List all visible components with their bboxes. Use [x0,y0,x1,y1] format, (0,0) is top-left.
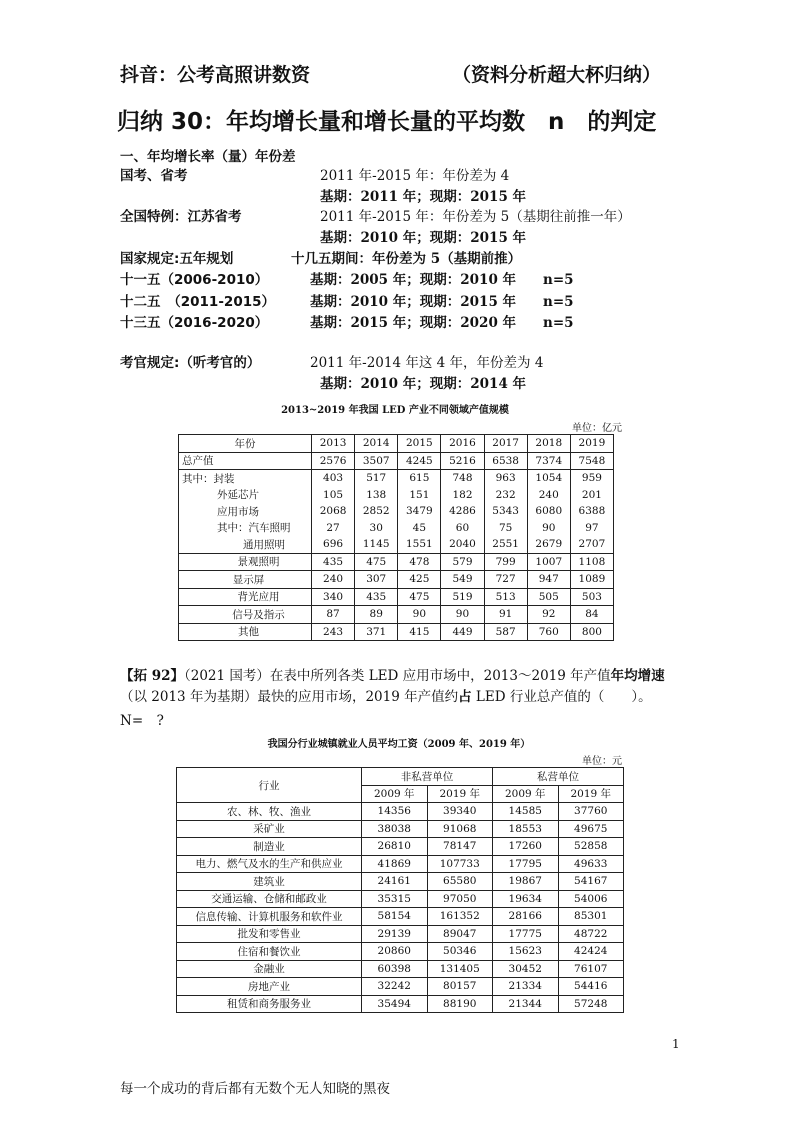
header-cell: 2019 年 [427,785,493,803]
cell: 517 [355,470,398,487]
row-label: 全国特例：江苏省考 [120,209,242,225]
cell: 107733 [427,855,493,873]
cell: 1551 [398,536,441,553]
header-cell: 2009 年 [362,785,428,803]
header-cell: 非私营单位 [362,768,493,786]
row-label: 十二五 （2011-2015） [120,294,275,310]
row-label-cell: 租赁和商务服务业 [177,995,362,1013]
cell: 35494 [362,995,428,1013]
table-row [179,553,614,571]
cell: 1145 [355,536,398,553]
cell: 760 [527,623,570,641]
cell: 49675 [558,820,624,838]
led-output-table [178,434,614,641]
page-title: 归纳 30：年均增长量和增长量的平均数 n 的判定 [117,109,657,135]
cell: 92 [527,606,570,624]
header-cell: 2013 [312,435,355,453]
table-row [179,503,614,520]
cell: 435 [355,588,398,606]
row-label: 十三五（2016-2020） [120,315,269,331]
cell: 85301 [558,908,624,926]
cell: 19867 [493,873,559,891]
cell: 1054 [527,470,570,487]
cell: 21344 [493,995,559,1013]
cell: 615 [398,470,441,487]
row-text: 2011 年-2014 年这 4 年，年份差为 4 [310,355,544,371]
cell: 7374 [527,452,570,470]
cell: 505 [527,588,570,606]
cell: 14585 [493,803,559,821]
row-label-cell: 其中：封装 [179,470,312,487]
header-cell: 2018 [527,435,570,453]
cell: 54006 [558,890,624,908]
n-line: N= ? [120,713,164,729]
row-text: 基期：2010 年；现期：2015 年 [320,230,527,246]
cell: 90 [398,606,441,624]
row-label-cell: 外延芯片 [179,487,312,504]
row-label-cell: 应用市场 [179,503,312,520]
cell: 89047 [427,925,493,943]
row-label-cell: 总产值 [179,452,312,470]
cell: 60398 [362,960,428,978]
row-text: 十几五期间：年份差为 5（基期前推） [291,251,522,267]
cell: 503 [570,588,613,606]
cell: 38038 [362,820,428,838]
table-row [179,536,614,553]
question-paragraph [120,666,680,708]
row-text: 2011 年-2015 年：年份差为 4 [320,168,510,184]
cell: 959 [570,470,613,487]
row-label-cell: 电力、燃气及水的生产和供应业 [177,855,362,873]
cell: 201 [570,487,613,504]
table2-unit: 单位：元 [582,756,622,767]
row-text: 基期：2005 年；现期：2010 年 n=5 [310,272,574,288]
cell: 182 [441,487,484,504]
table-row [179,606,614,624]
cell: 161352 [427,908,493,926]
header-cell: 2016 [441,435,484,453]
cell: 90 [527,520,570,537]
cell: 3507 [355,452,398,470]
row-label-cell: 金融业 [177,960,362,978]
row-label-cell: 其他 [179,623,312,641]
cell: 513 [484,588,527,606]
row-label: 考官规定:（听考官的） [120,355,261,371]
cell: 97050 [427,890,493,908]
cell: 151 [398,487,441,504]
cell: 26810 [362,838,428,856]
header-right: （资料分析超大杯归纳） [452,64,662,86]
row-label: 国家规定:五年规划 [120,251,234,267]
cell: 2852 [355,503,398,520]
cell: 1089 [570,571,613,589]
cell: 89 [355,606,398,624]
cell: 21334 [493,978,559,996]
table-row [177,925,624,943]
cell: 97 [570,520,613,537]
cell: 49633 [558,855,624,873]
table-row [179,470,614,487]
cell: 39340 [427,803,493,821]
header-cell: 2019 年 [558,785,624,803]
cell: 87 [312,606,355,624]
cell: 696 [312,536,355,553]
row-label-cell: 制造业 [177,838,362,856]
cell: 2679 [527,536,570,553]
cell: 30452 [493,960,559,978]
row-text: 基期：2010 年；现期：2014 年 [320,376,527,392]
row-label-cell: 交通运输、仓储和邮政业 [177,890,362,908]
cell: 48722 [558,925,624,943]
table-row [179,520,614,537]
cell: 54167 [558,873,624,891]
cell: 748 [441,470,484,487]
row-label-cell: 信息传输、计算机服务和软件业 [177,908,362,926]
cell: 243 [312,623,355,641]
question-emphasis: 占 [458,689,472,705]
cell: 549 [441,571,484,589]
cell: 5216 [441,452,484,470]
row-text: 2011 年-2015 年：年份差为 5（基期往前推一年） [320,209,631,225]
row-label-cell: 显示屏 [179,571,312,589]
question-text: （2021 国考）在表中所列各类 LED 应用市场中，2013～2019 年产值 [184,668,611,684]
cell: 6538 [484,452,527,470]
row-label-cell: 批发和零售业 [177,925,362,943]
cell: 4286 [441,503,484,520]
cell: 3479 [398,503,441,520]
table1-caption: 2013~2019 年我国 LED 产业不同领域产值规模 [281,405,509,416]
row-label-cell: 房地产业 [177,978,362,996]
cell: 947 [527,571,570,589]
cell: 91068 [427,820,493,838]
cell: 2551 [484,536,527,553]
cell: 415 [398,623,441,641]
cell: 28166 [493,908,559,926]
cell: 4245 [398,452,441,470]
header-cell: 私营单位 [493,768,624,786]
cell: 475 [355,553,398,571]
question-label: 【拓 92】 [120,668,184,684]
header-cell: 2019 [570,435,613,453]
row-label: 十一五（2006-2010） [120,272,269,288]
cell: 37760 [558,803,624,821]
cell: 52858 [558,838,624,856]
table2-caption: 我国分行业城镇就业人员平均工资（2009 年、2019 年） [267,739,531,750]
row-label-cell: 信号及指示 [179,606,312,624]
cell: 240 [527,487,570,504]
header-cell: 2014 [355,435,398,453]
row-label-cell: 其中：汽车照明 [179,520,312,537]
cell: 42424 [558,943,624,961]
row-label-cell: 农、林、牧、渔业 [177,803,362,821]
table-row [177,820,624,838]
cell: 30 [355,520,398,537]
footer-motto: 每一个成功的背后都有无数个无人知晓的黑夜 [120,1081,390,1097]
row-label-cell: 建筑业 [177,873,362,891]
question-text: LED 行业总产值的（ ）。 [471,689,652,705]
header-cell: 2015 [398,435,441,453]
table-row [179,487,614,504]
header-left: 抖音：公考高照讲数资 [120,64,311,86]
cell: 800 [570,623,613,641]
cell: 45 [398,520,441,537]
cell: 20860 [362,943,428,961]
cell: 57248 [558,995,624,1013]
cell: 138 [355,487,398,504]
cell: 131405 [427,960,493,978]
cell: 240 [312,571,355,589]
table-row [177,995,624,1013]
cell: 425 [398,571,441,589]
table-row [177,890,624,908]
cell: 17795 [493,855,559,873]
wage-table [176,767,624,1013]
cell: 80157 [427,978,493,996]
cell: 1108 [570,553,613,571]
cell: 76107 [558,960,624,978]
cell: 519 [441,588,484,606]
cell: 963 [484,470,527,487]
cell: 88190 [427,995,493,1013]
question-text: （以 2013 年为基期）最快的应用市场，2019 年产值约 [120,689,459,705]
cell: 6388 [570,503,613,520]
cell: 17260 [493,838,559,856]
cell: 799 [484,553,527,571]
table-row [177,855,624,873]
cell: 50346 [427,943,493,961]
cell: 727 [484,571,527,589]
cell: 2707 [570,536,613,553]
cell: 75 [484,520,527,537]
cell: 60 [441,520,484,537]
cell: 32242 [362,978,428,996]
cell: 435 [312,553,355,571]
cell: 475 [398,588,441,606]
header-cell: 2009 年 [493,785,559,803]
cell: 2068 [312,503,355,520]
cell: 27 [312,520,355,537]
cell: 6080 [527,503,570,520]
table-header-row [177,768,624,786]
table-row [179,452,614,470]
cell: 307 [355,571,398,589]
row-label-cell: 景观照明 [179,553,312,571]
cell: 403 [312,470,355,487]
cell: 478 [398,553,441,571]
row-label-cell: 通用照明 [179,536,312,553]
row-text: 基期：2015 年；现期：2020 年 n=5 [310,315,574,331]
cell: 579 [441,553,484,571]
header-cell: 2017 [484,435,527,453]
cell: 18553 [493,820,559,838]
header-cell: 年份 [179,435,312,453]
cell: 54416 [558,978,624,996]
header-cell: 行业 [177,768,362,803]
cell: 587 [484,623,527,641]
row-label-cell: 住宿和餐饮业 [177,943,362,961]
row-text: 基期：2011 年；现期：2015 年 [320,189,527,205]
table1-unit: 单位：亿元 [572,423,622,434]
cell: 78147 [427,838,493,856]
cell: 19634 [493,890,559,908]
row-label-cell: 采矿业 [177,820,362,838]
cell: 41869 [362,855,428,873]
cell: 232 [484,487,527,504]
cell: 105 [312,487,355,504]
table-row [177,943,624,961]
table-row [177,803,624,821]
cell: 58154 [362,908,428,926]
cell: 449 [441,623,484,641]
cell: 91 [484,606,527,624]
table-row [177,960,624,978]
cell: 84 [570,606,613,624]
section-heading: 一、年均增长率（量）年份差 [120,149,296,165]
row-label-cell: 背光应用 [179,588,312,606]
table-header-row [179,435,614,453]
cell: 14356 [362,803,428,821]
table-row [179,623,614,641]
cell: 371 [355,623,398,641]
cell: 24161 [362,873,428,891]
table-row [177,838,624,856]
table-row [179,571,614,589]
cell: 29139 [362,925,428,943]
table-row [177,978,624,996]
row-text: 基期：2010 年；现期：2015 年 n=5 [310,294,574,310]
cell: 15623 [493,943,559,961]
table-row [177,908,624,926]
table-row [179,588,614,606]
cell: 1007 [527,553,570,571]
cell: 90 [441,606,484,624]
cell: 5343 [484,503,527,520]
row-label: 国考、省考 [120,168,188,184]
cell: 2040 [441,536,484,553]
table-row [177,873,624,891]
question-emphasis: 年均增速 [610,668,665,684]
cell: 17775 [493,925,559,943]
cell: 65580 [427,873,493,891]
cell: 340 [312,588,355,606]
cell: 7548 [570,452,613,470]
cell: 35315 [362,890,428,908]
cell: 2576 [312,452,355,470]
page-number: 1 [672,1037,680,1051]
